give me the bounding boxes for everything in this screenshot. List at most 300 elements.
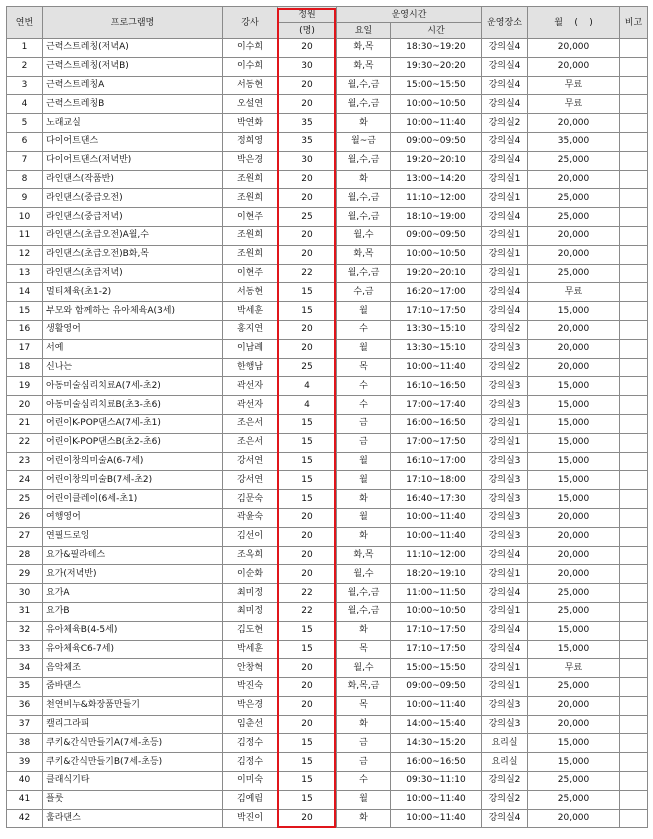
row-fee: 20,000 [528,527,620,546]
row-place: 강의실2 [482,114,528,133]
row-place: 강의실1 [482,602,528,621]
row-time: 10:00~10:50 [391,245,482,264]
row-fee: 25,000 [528,772,620,791]
row-place: 강의실2 [482,320,528,339]
row-no: 34 [7,659,43,678]
row-no: 36 [7,696,43,715]
row-instructor: 안창혁 [223,659,278,678]
row-note [620,640,648,659]
row-time: 13:30~15:10 [391,320,482,339]
row-capacity: 15 [278,772,337,791]
row-day: 화,목 [337,57,391,76]
row-fee: 20,000 [528,546,620,565]
row-place: 강의실3 [482,396,528,415]
row-capacity: 20 [278,508,337,527]
row-day: 금 [337,734,391,753]
row-capacity: 20 [278,226,337,245]
row-place: 강의실4 [482,95,528,114]
table-row [7,358,648,377]
row-place: 강의실3 [482,508,528,527]
row-program: 클래식기타 [43,772,223,791]
row-time: 16:00~16:50 [391,414,482,433]
row-capacity: 20 [278,696,337,715]
row-day: 월,수 [337,565,391,584]
row-program: 요가(저녁반) [43,565,223,584]
row-day: 월,수,금 [337,602,391,621]
row-place: 강의실1 [482,170,528,189]
row-place: 요리실 [482,734,528,753]
row-fee: 15,000 [528,753,620,772]
row-time: 17:10~17:50 [391,621,482,640]
table-row [7,471,648,490]
table-row [7,226,648,245]
row-time: 09:00~09:50 [391,132,482,151]
row-no: 14 [7,283,43,302]
row-fee: 무료 [528,76,620,95]
row-day: 월,수,금 [337,584,391,603]
row-fee: 20,000 [528,39,620,58]
row-place: 강의실1 [482,659,528,678]
row-note [620,208,648,227]
row-time: 18:30~19:20 [391,39,482,58]
row-no: 3 [7,76,43,95]
table-row [7,753,648,772]
table-row [7,546,648,565]
row-day: 화 [337,621,391,640]
row-day: 수 [337,320,391,339]
row-capacity: 20 [278,339,337,358]
row-time: 10:00~11:40 [391,114,482,133]
row-capacity: 25 [278,358,337,377]
row-no: 16 [7,320,43,339]
row-fee: 20,000 [528,170,620,189]
row-instructor: 강서연 [223,452,278,471]
row-no: 11 [7,226,43,245]
row-time: 09:00~09:50 [391,226,482,245]
row-program: 훌라댄스 [43,809,223,828]
row-time: 14:30~15:20 [391,734,482,753]
row-capacity: 22 [278,602,337,621]
row-capacity: 20 [278,546,337,565]
row-day: 월,수,금 [337,264,391,283]
row-note [620,659,648,678]
row-no: 20 [7,396,43,415]
row-note [620,490,648,509]
row-instructor: 박세훈 [223,640,278,659]
row-fee: 25,000 [528,189,620,208]
row-time: 10:00~11:40 [391,358,482,377]
row-note [620,264,648,283]
row-capacity: 20 [278,809,337,828]
row-no: 41 [7,790,43,809]
row-time: 10:00~10:50 [391,602,482,621]
row-no: 22 [7,433,43,452]
row-program: 요가&필라테스 [43,546,223,565]
row-no: 40 [7,772,43,791]
header-time: 시간 [391,23,482,39]
table-row [7,396,648,415]
row-place: 강의실4 [482,302,528,321]
row-time: 13:00~14:20 [391,170,482,189]
row-instructor: 조옥희 [223,546,278,565]
row-program: 줌바댄스 [43,678,223,697]
row-capacity: 20 [278,39,337,58]
row-place: 강의실4 [482,151,528,170]
table-row [7,696,648,715]
row-day: 월 [337,302,391,321]
table-row [7,377,648,396]
row-note [620,358,648,377]
row-program: 근력스트레칭A [43,76,223,95]
row-program: 쿠키&간식만들기B(7세-초등) [43,753,223,772]
row-note [620,433,648,452]
table-row [7,809,648,828]
row-note [620,508,648,527]
row-instructor: 곽선자 [223,377,278,396]
table-row [7,790,648,809]
row-program: 천연비누&화장품만들기 [43,696,223,715]
row-day: 월 [337,471,391,490]
row-note [620,452,648,471]
row-time: 13:30~15:10 [391,339,482,358]
row-day: 월,수,금 [337,208,391,227]
row-program: 요가B [43,602,223,621]
row-time: 17:10~18:00 [391,471,482,490]
row-instructor: 박세훈 [223,302,278,321]
row-fee: 25,000 [528,790,620,809]
table-row [7,734,648,753]
table-row [7,320,648,339]
row-fee: 20,000 [528,696,620,715]
row-capacity: 15 [278,753,337,772]
row-fee: 25,000 [528,208,620,227]
row-note [620,678,648,697]
row-fee: 20,000 [528,358,620,377]
row-place: 강의실3 [482,715,528,734]
row-note [620,320,648,339]
row-fee: 25,000 [528,151,620,170]
row-place: 강의실3 [482,696,528,715]
row-fee: 20,000 [528,508,620,527]
row-instructor: 홍지연 [223,320,278,339]
row-no: 1 [7,39,43,58]
row-instructor: 정희영 [223,132,278,151]
row-capacity: 15 [278,790,337,809]
table-row [7,208,648,227]
row-program: 어린이K-POP댄스B(초2-초6) [43,433,223,452]
table-row [7,39,648,58]
program-schedule-table [6,6,648,828]
row-program: 생활영어 [43,320,223,339]
header-capacity: 정원 [278,7,337,23]
row-note [620,245,648,264]
row-day: 수,금 [337,283,391,302]
row-program: 어린이창의미술A(6-7세) [43,452,223,471]
row-no: 28 [7,546,43,565]
table-row [7,339,648,358]
row-program: 멀티체육(초1-2) [43,283,223,302]
row-capacity: 20 [278,320,337,339]
table-row [7,95,648,114]
table-row [7,151,648,170]
row-program: 쿠키&간식만들기A(7세-초등) [43,734,223,753]
row-day: 월,수 [337,659,391,678]
row-program: 음악체조 [43,659,223,678]
row-program: 다이어트댄스(저녁반) [43,151,223,170]
row-fee: 15,000 [528,471,620,490]
row-day: 월 [337,790,391,809]
row-instructor: 최미정 [223,602,278,621]
row-place: 강의실3 [482,452,528,471]
table-row [7,565,648,584]
row-day: 화 [337,809,391,828]
row-program: 유아체육B(4-5세) [43,621,223,640]
row-fee: 15,000 [528,377,620,396]
row-no: 27 [7,527,43,546]
row-day: 목 [337,696,391,715]
row-no: 29 [7,565,43,584]
row-instructor: 박은경 [223,696,278,715]
row-time: 09:00~09:50 [391,678,482,697]
row-program: 노래교실 [43,114,223,133]
row-place: 강의실2 [482,358,528,377]
row-no: 35 [7,678,43,697]
header-instructor: 강사 [223,7,278,39]
header-note: 비고 [620,7,648,39]
row-day: 월~금 [337,132,391,151]
row-program: 라인댄스(중급저녁) [43,208,223,227]
row-note [620,527,648,546]
row-fee: 25,000 [528,264,620,283]
row-instructor: 김선이 [223,527,278,546]
row-note [620,715,648,734]
table-row [7,132,648,151]
row-day: 화,목 [337,546,391,565]
row-note [620,377,648,396]
row-fee: 무료 [528,283,620,302]
row-note [620,39,648,58]
row-capacity: 20 [278,659,337,678]
row-time: 17:00~17:40 [391,396,482,415]
row-no: 5 [7,114,43,133]
row-place: 강의실4 [482,640,528,659]
row-day: 월,수 [337,226,391,245]
row-place: 강의실2 [482,772,528,791]
row-time: 11:00~11:50 [391,584,482,603]
table-row [7,245,648,264]
row-place: 강의실1 [482,226,528,245]
row-no: 21 [7,414,43,433]
row-fee: 15,000 [528,490,620,509]
row-capacity: 15 [278,621,337,640]
row-note [620,95,648,114]
row-program: 라인댄스(초급오전)A월,수 [43,226,223,245]
row-capacity: 15 [278,283,337,302]
row-fee: 15,000 [528,621,620,640]
row-place: 강의실4 [482,76,528,95]
table-row [7,57,648,76]
row-program: 신나는 [43,358,223,377]
row-day: 월,수,금 [337,76,391,95]
row-time: 17:10~17:50 [391,302,482,321]
table-row [7,715,648,734]
header-place: 운영장소 [482,7,528,39]
row-no: 32 [7,621,43,640]
row-place: 강의실1 [482,433,528,452]
row-day: 금 [337,753,391,772]
row-no: 2 [7,57,43,76]
row-fee: 25,000 [528,678,620,697]
row-program: 연필드로잉 [43,527,223,546]
row-place: 강의실4 [482,132,528,151]
table-row [7,414,648,433]
row-instructor: 김예림 [223,790,278,809]
row-day: 월,수,금 [337,95,391,114]
row-instructor: 임춘선 [223,715,278,734]
row-no: 37 [7,715,43,734]
row-instructor: 곽선자 [223,396,278,415]
row-time: 18:10~19:00 [391,208,482,227]
row-time: 17:10~17:50 [391,640,482,659]
row-day: 금 [337,414,391,433]
row-no: 31 [7,602,43,621]
row-instructor: 이수희 [223,39,278,58]
row-program: 아동미술심리치료B(초3-초6) [43,396,223,415]
table-row [7,490,648,509]
row-no: 18 [7,358,43,377]
row-day: 화 [337,170,391,189]
row-place: 강의실1 [482,245,528,264]
row-place: 강의실3 [482,377,528,396]
row-note [620,565,648,584]
row-note [620,132,648,151]
row-capacity: 4 [278,396,337,415]
row-instructor: 강서연 [223,471,278,490]
row-time: 11:10~12:00 [391,189,482,208]
table-row [7,621,648,640]
row-capacity: 15 [278,433,337,452]
row-program: 어린이K-POP댄스A(7세-초1) [43,414,223,433]
row-capacity: 4 [278,377,337,396]
row-day: 화 [337,527,391,546]
row-capacity: 20 [278,76,337,95]
row-capacity: 35 [278,114,337,133]
row-place: 강의실1 [482,565,528,584]
table-row [7,659,648,678]
row-fee: 20,000 [528,339,620,358]
row-instructor: 박은경 [223,151,278,170]
row-place: 강의실4 [482,621,528,640]
row-time: 19:30~20:20 [391,57,482,76]
header-fee: 월 ( ) [528,7,620,39]
row-note [620,471,648,490]
row-capacity: 20 [278,245,337,264]
row-place: 강의실2 [482,790,528,809]
header-day: 요일 [337,23,391,39]
header-capacity-unit: (명) [278,23,337,39]
header-schedule: 운영시간 [337,7,482,23]
row-program: 라인댄스(초급저녁) [43,264,223,283]
row-capacity: 15 [278,734,337,753]
row-day: 수 [337,772,391,791]
row-day: 월 [337,452,391,471]
row-instructor: 서동현 [223,76,278,95]
row-no: 13 [7,264,43,283]
row-time: 10:00~10:50 [391,95,482,114]
row-instructor: 이현주 [223,264,278,283]
row-note [620,621,648,640]
row-place: 강의실4 [482,546,528,565]
row-no: 24 [7,471,43,490]
row-day: 수 [337,377,391,396]
header-no: 연번 [7,7,43,39]
row-capacity: 15 [278,490,337,509]
row-note [620,809,648,828]
row-note [620,170,648,189]
row-program: 근력스트레칭(저녁A) [43,39,223,58]
row-time: 09:30~11:10 [391,772,482,791]
row-instructor: 조원희 [223,170,278,189]
row-fee: 20,000 [528,320,620,339]
row-program: 근력스트레칭B [43,95,223,114]
row-fee: 25,000 [528,584,620,603]
row-program: 여행영어 [43,508,223,527]
row-fee: 15,000 [528,452,620,471]
row-place: 강의실4 [482,39,528,58]
row-fee: 15,000 [528,302,620,321]
row-instructor: 박진이 [223,809,278,828]
row-fee: 20,000 [528,715,620,734]
row-program: 라인댄스(중급오전) [43,189,223,208]
row-time: 16:20~17:00 [391,283,482,302]
row-fee: 20,000 [528,57,620,76]
row-day: 월 [337,339,391,358]
row-program: 플룻 [43,790,223,809]
row-capacity: 22 [278,584,337,603]
row-instructor: 이현주 [223,208,278,227]
row-day: 월,수,금 [337,189,391,208]
row-program: 요가A [43,584,223,603]
row-day: 월,수,금 [337,151,391,170]
row-day: 수 [337,396,391,415]
row-note [620,790,648,809]
row-no: 19 [7,377,43,396]
row-fee: 35,000 [528,132,620,151]
row-fee: 20,000 [528,809,620,828]
row-instructor: 김정수 [223,734,278,753]
table-row [7,283,648,302]
row-capacity: 20 [278,95,337,114]
row-instructor: 서동현 [223,283,278,302]
row-note [620,283,648,302]
row-day: 목 [337,640,391,659]
row-capacity: 25 [278,208,337,227]
row-instructor: 박진숙 [223,678,278,697]
row-capacity: 20 [278,565,337,584]
row-day: 금 [337,433,391,452]
row-fee: 15,000 [528,414,620,433]
table-row [7,602,648,621]
row-time: 10:00~11:40 [391,527,482,546]
row-time: 10:00~11:40 [391,508,482,527]
row-note [620,226,648,245]
row-day: 화 [337,715,391,734]
row-note [620,151,648,170]
row-day: 화 [337,490,391,509]
table-body [7,39,648,828]
row-note [620,546,648,565]
table-row [7,114,648,133]
